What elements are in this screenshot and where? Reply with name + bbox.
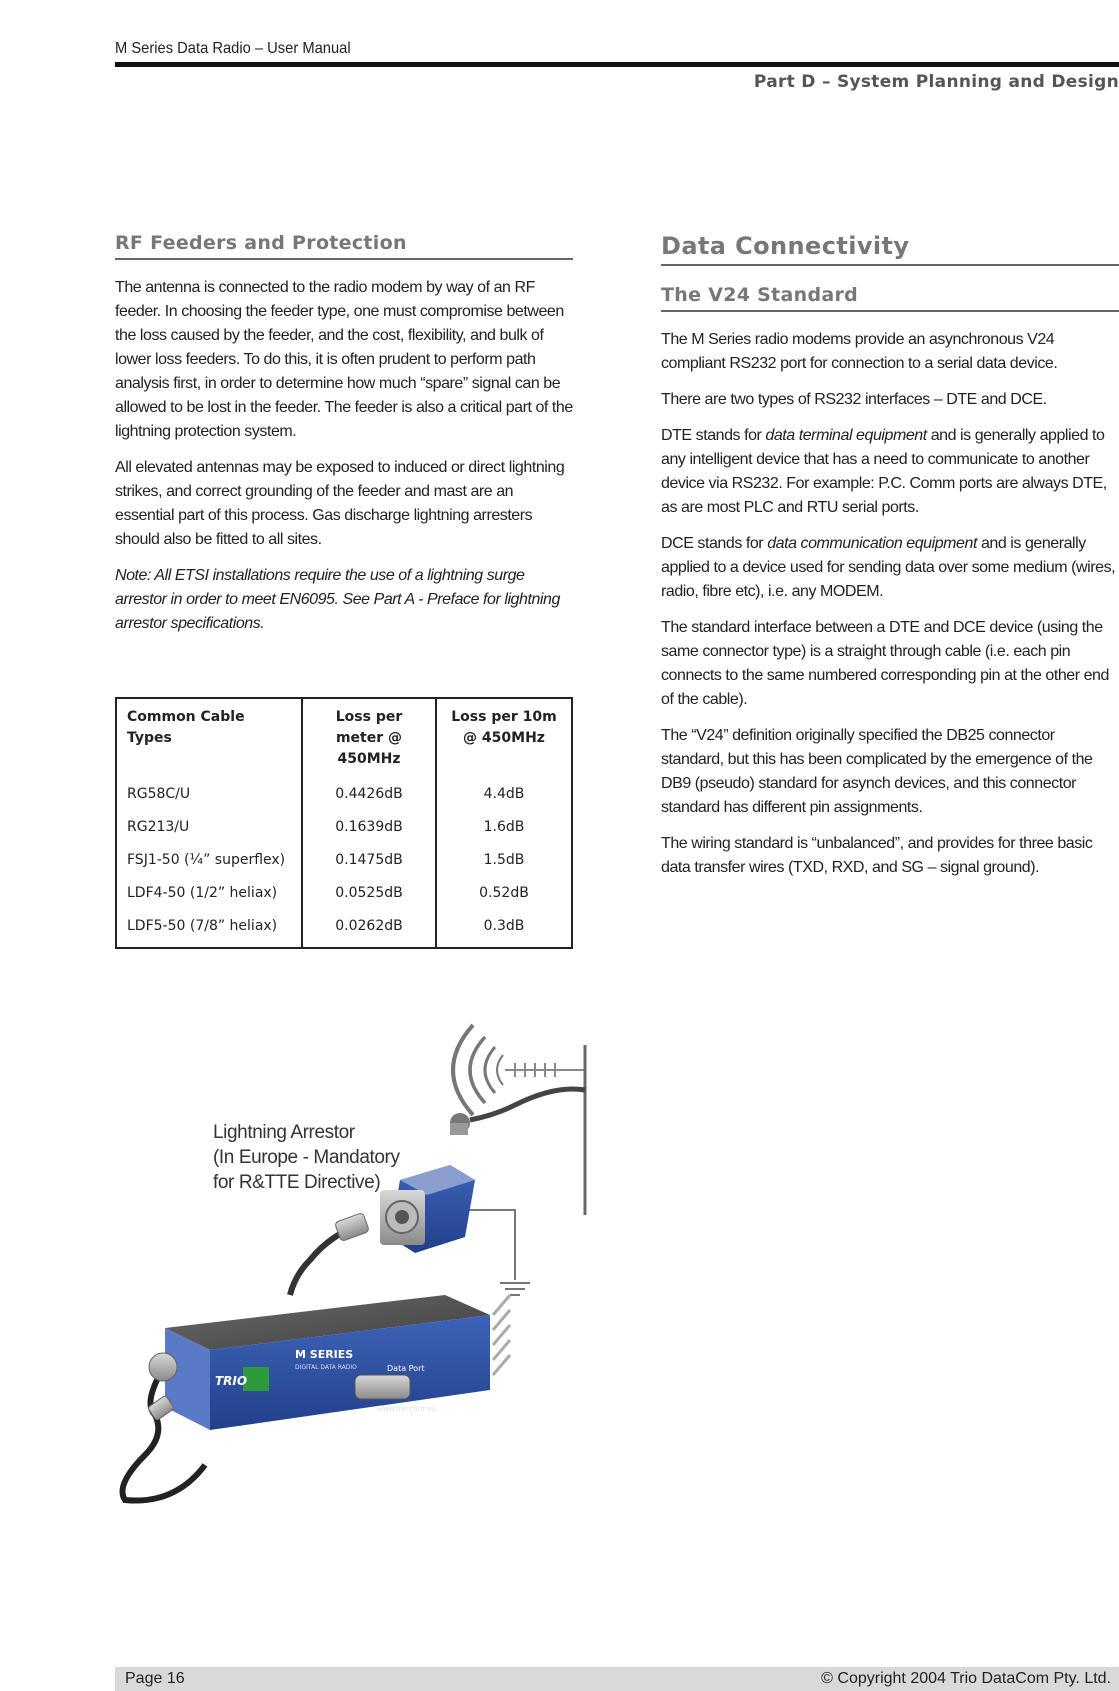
table-cell: 0.4426dB [302, 778, 436, 811]
table-row [116, 811, 572, 844]
paragraph: The antenna is connected to the radio modem by way of an RF feeder. In choosing the feeder type, one must compromise between the loss caused by the feeder, and the cost, flexibility, and bulk of lower loss feeders. To do this, it is often prudent to perform path analysis first, in order to determine how much “spare” signal can be allowed to be lost in the feeder. The feeder is also a critical part of the lightning protection system. [115, 279, 573, 440]
ground-icon [500, 1283, 530, 1295]
table-cell: 0.1639dB [302, 811, 436, 844]
table-row [116, 910, 572, 948]
page-footer [115, 1667, 1119, 1691]
paragraph: The “V24” definition originally specified the DB25 connector standard, but this has been complicated by the emergence of the DB9 (pseudo) standard for asynch devices, and this connector standard has different pin assignments. [661, 727, 1093, 816]
antenna-feeder-cable [470, 1089, 585, 1120]
installation-illustration [115, 1005, 595, 1505]
data-port-label: Data Port [387, 1364, 425, 1373]
text-run: DCE stands for [661, 535, 768, 552]
cable-loss-table [115, 697, 573, 949]
table-cell: LDF4-50 (1/2” heliax) [116, 877, 302, 910]
text-run: and is generally applied to a device used for sending data over some medium (wires, radio, fibre etc), i.e. any MODEM. [661, 535, 1116, 600]
table-header-row [116, 698, 572, 778]
table-cell: 0.0525dB [302, 877, 436, 910]
paragraph: The standard interface between a DTE and DCE device (using the same connector type) is a straight through cable (i.e. each pin connects to the same numbered corresponding pin at the other end of the cable). [661, 619, 1109, 708]
paragraph: The M Series radio modems provide an asynchronous V24 compliant RS232 port for connection to a serial data device. [661, 331, 1058, 372]
document-title: M Series Data Radio – User Manual [115, 40, 351, 57]
right-column [661, 232, 1119, 892]
copyright: © Copyright 2004 Trio DataCom Pty. Ltd. [821, 1670, 1111, 1687]
page-number: Page 16 [125, 1670, 185, 1687]
radio-waves-icon [453, 1025, 503, 1115]
table-cell: RG213/U [116, 811, 302, 844]
radio-modem-illustration [149, 1295, 510, 1430]
section-heading-data-connectivity: Data Connectivity [661, 232, 1119, 266]
paragraph [661, 424, 1119, 520]
paragraph: All elevated antennas may be exposed to induced or direct lightning strikes, and correct grounding of the feeder and mast are an essential part of this process. Gas discharge lightning arresters should also be fitted to all sites. [115, 459, 565, 548]
table-cell: 0.0262dB [302, 910, 436, 948]
emphasis: data communication equipment [767, 535, 977, 552]
header-rule [115, 62, 1119, 67]
column-header: Loss per 10m @ 450MHz [436, 698, 572, 778]
section-heading-rf-feeders: RF Feeders and Protection [115, 232, 573, 260]
column-header: Common Cable Types [116, 698, 302, 778]
table-cell: 1.5dB [436, 844, 572, 877]
radio-model-label: M SERIES [295, 1348, 354, 1361]
text-run: DTE stands for [661, 427, 766, 444]
lightning-arrestor-figure [115, 1005, 595, 1505]
paragraph [661, 532, 1119, 604]
radio-sub-label: DIGITAL DATA RADIO [295, 1364, 357, 1371]
table-cell: FSJ1-50 (¼” superflex) [116, 844, 302, 877]
part-title: Part D – System Planning and Design [753, 72, 1119, 92]
table-cell: 0.1475dB [302, 844, 436, 877]
radio-brand-label: TRIO [215, 1374, 248, 1388]
table-cell: 1.6dB [436, 811, 572, 844]
note-paragraph: Note: All ETSI installations require the use of a lightning surge arrestor in order to meet EN6095. See Part A - Preface for lightning arrestor specifications. [115, 567, 560, 632]
paragraph: There are two types of RS232 interfaces – DTE and DCE. [661, 391, 1047, 408]
table-cell: 4.4dB [436, 778, 572, 811]
connector-icon [334, 1212, 369, 1241]
radio-url-label: www.trio.com.au [377, 1405, 436, 1413]
table-row [116, 778, 572, 811]
figure-caption: Lightning Arrestor (In Europe - Mandatory for R&TTE Directive) [213, 1122, 400, 1193]
table-cell: RG58C/U [116, 778, 302, 811]
left-column [115, 232, 573, 648]
table-row [116, 877, 572, 910]
text-run: and is generally applied to any intelligent device that has a need to communicate to another device via RS232. For example: P.C. Comm ports are always DTE, as are most PLC and RTU serial ports. [661, 427, 1107, 516]
subheading-v24: The V24 Standard [661, 284, 1119, 312]
table-cell: 0.52dB [436, 877, 572, 910]
emphasis: data terminal equipment [765, 427, 927, 444]
table-row [116, 844, 572, 877]
paragraph: The wiring standard is “unbalanced”, and provides for three basic data transfer wires (TXD, RXD, and SG – signal ground). [661, 835, 1093, 876]
antenna-icon [505, 1063, 585, 1077]
table-cell: 0.3dB [436, 910, 572, 948]
column-header: Loss per meter @ 450MHz [302, 698, 436, 778]
table-cell: LDF5-50 (7/8” heliax) [116, 910, 302, 948]
